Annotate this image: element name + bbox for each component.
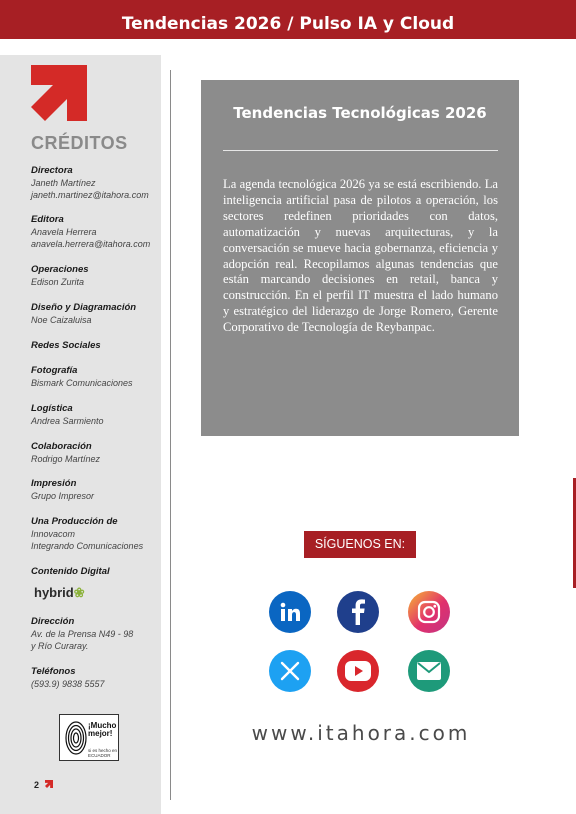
credit-role: Operaciones	[31, 264, 89, 275]
credit-operaciones	[31, 264, 159, 288]
article-title: Tendencias Tecnológicas 2026	[233, 104, 487, 122]
credit-role: Impresión	[31, 478, 77, 489]
facebook-icon[interactable]	[337, 591, 379, 633]
credit-logistica	[31, 403, 159, 427]
hybrid-logo-text: hybrid	[34, 585, 74, 600]
credit-editora	[31, 214, 159, 250]
article-body: La agenda tecnológica 2026 ya se está escribiendo. La inteligencia artificial pasa de pilotos a operación, los sectores redefinen prioridades con datos, automatización y nuevas arquitecturas, y la conversación se mueve hacia gobernanza, eficiencia y adopción real. Recopilamos algunas tendencias que están marcando decisiones en retail, banca y construcción. En el perfil IT muestra el lado humano y estratégico del liderazgo de Jorge Romero, Gerente Corporativo de Tecnología de Reybanpac.	[223, 177, 498, 335]
credit-email[interactable]: anavela.herrera@itahora.com	[31, 239, 151, 249]
page-arrow-icon	[45, 780, 53, 788]
credit-name: Integrando Comunicaciones	[31, 541, 144, 551]
credit-role: Redes Sociales	[31, 340, 101, 351]
follow-us-label: SÍGUENOS EN:	[304, 531, 416, 558]
credit-address: y Río Curaray.	[31, 641, 89, 651]
credit-name: Grupo Impresor	[31, 491, 95, 501]
mucho-mejor-sub: si es hecho en ECUADOR	[88, 748, 118, 758]
credit-name: Janeth Martínez	[31, 178, 96, 188]
credit-role: Colaboración	[31, 441, 92, 452]
credit-role: Logística	[31, 403, 73, 414]
credit-directora	[31, 165, 159, 201]
credit-role: Diseño y Diagramación	[31, 302, 137, 313]
leaf-icon: ❀	[73, 585, 85, 600]
title-divider	[223, 150, 498, 151]
credit-name: Edison Zurita	[31, 277, 85, 287]
header-bar	[0, 0, 576, 47]
credit-contenido-digital	[31, 566, 159, 578]
credit-name: Innovacom	[31, 529, 76, 539]
column-divider	[170, 70, 171, 800]
credit-name: Anavela Herrera	[31, 227, 97, 237]
credit-name: Noe Caizaluisa	[31, 315, 92, 325]
instagram-icon[interactable]	[408, 591, 450, 633]
credit-fotografia	[31, 365, 159, 389]
article-box	[201, 80, 519, 436]
credits-sidebar	[0, 55, 161, 814]
x-icon[interactable]	[269, 650, 311, 692]
credit-role: Una Producción de	[31, 516, 118, 527]
credit-role: Editora	[31, 214, 64, 225]
credit-phone: (593.9) 9838 5557	[31, 679, 105, 689]
hybrid-logo	[34, 585, 85, 601]
header-title: Tendencias 2026 / Pulso IA y Cloud	[121, 14, 455, 34]
fingerprint-icon	[64, 720, 88, 756]
website-url[interactable]: www.itahora.com	[251, 721, 471, 745]
credit-impresion	[31, 478, 159, 502]
credit-direccion	[31, 616, 159, 652]
credit-telefonos	[31, 666, 159, 690]
credit-name: Bismark Comunicaciones	[31, 378, 133, 388]
credit-role: Fotografía	[31, 365, 78, 376]
page-number: 2	[34, 780, 40, 790]
credit-email[interactable]: janeth.martinez@itahora.com	[31, 190, 149, 200]
credit-name: Andrea Sarmiento	[31, 416, 104, 426]
mucho-mejor-text: ¡Mucho mejor!	[88, 721, 117, 738]
credit-redes	[31, 340, 159, 352]
youtube-icon[interactable]	[337, 650, 379, 692]
email-icon[interactable]	[408, 650, 450, 692]
credit-role: Contenido Digital	[31, 566, 110, 577]
credit-name: Rodrigo Martínez	[31, 454, 101, 464]
credit-colaboracion	[31, 441, 159, 465]
credit-diseno	[31, 302, 159, 326]
itahora-arrow-logo	[31, 65, 87, 121]
credit-produccion	[31, 516, 159, 552]
mucho-mejor-badge	[59, 714, 119, 761]
credit-role: Dirección	[31, 616, 75, 627]
credits-heading: CRÉDITOS	[31, 133, 128, 153]
linkedin-icon[interactable]	[269, 591, 311, 633]
credit-role: Directora	[31, 165, 73, 176]
credit-address: Av. de la Prensa N49 - 98	[31, 629, 134, 639]
credit-role: Teléfonos	[31, 666, 76, 677]
